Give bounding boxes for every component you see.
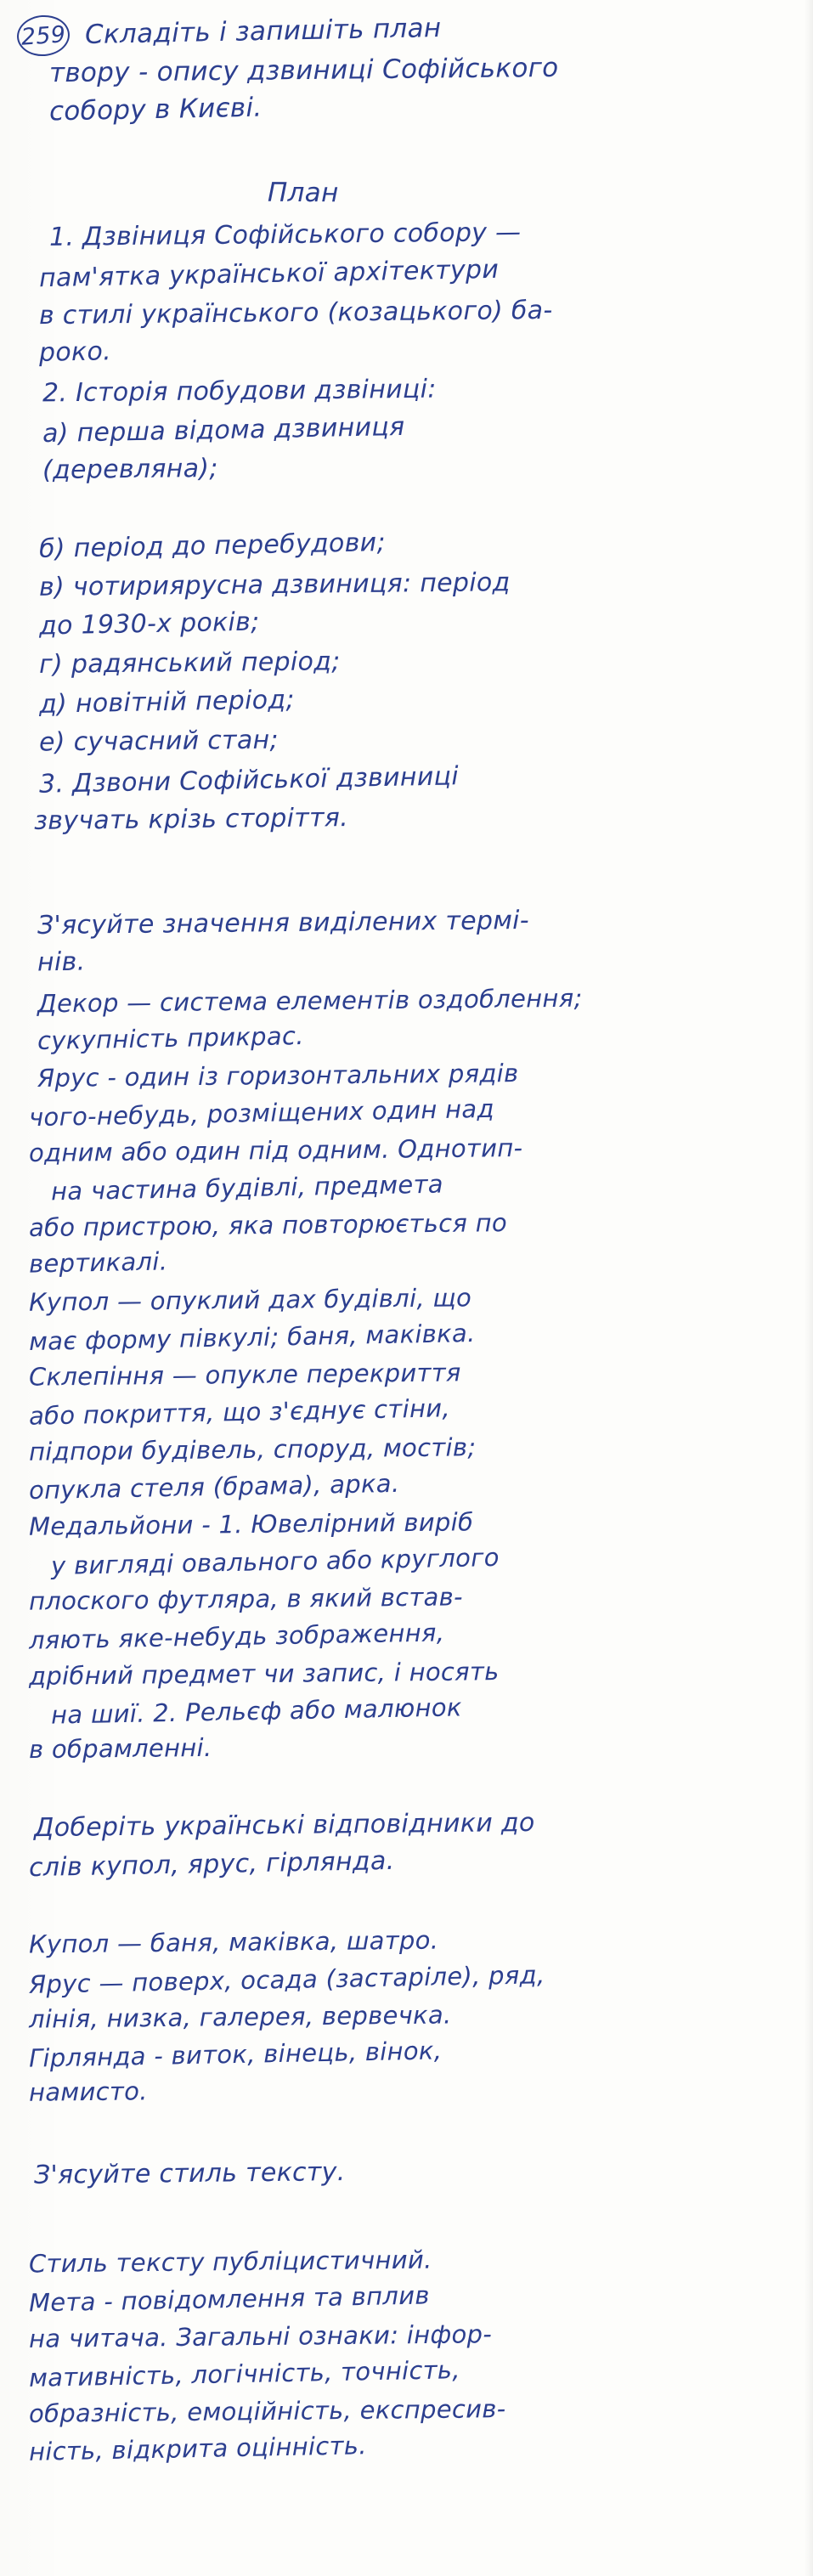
style-question-line: З'ясуйте стиль тексту. [33,2157,346,2190]
plan-line: до 1930-х років; [38,607,260,641]
terms-answer-line: Ярус - один із горизонтальних рядів [37,1059,519,1093]
terms-answer-line: Купол — опуклий дах будівлі, що [28,1283,472,1317]
terms-answer-line: вертикалі. [28,1246,168,1279]
terms-answer-line: в обрамленні. [28,1732,212,1765]
style-answer-line: Мета - повідомлення та вплив [28,2280,431,2318]
plan-line: е) сучасний стан; [38,725,279,758]
terms-answer-line: має форму півкулі; баня, маківка. [28,1318,476,1357]
plan-line: 1. Дзвіниця Софійського собору — [48,217,522,252]
terms-answer-line: або пристрою, яка повторюється по [28,1208,508,1242]
style-answer-line: Стиль тексту публіцистичний. [28,2245,432,2279]
synonyms-answer-line: Купол — баня, маківка, шатро. [28,1925,439,1959]
terms-answer-line: одним або один під одним. Однотип- [28,1133,523,1168]
plan-line: (деревляна); [42,453,218,486]
terms-answer-line: сукупність прикрас. [37,1020,304,1056]
plan-heading: План [267,177,339,209]
terms-question-line: З'ясуйте значення виділених термі- [37,905,530,941]
terms-answer-line: плоского футляра, в який встав- [28,1582,463,1616]
terms-answer-line: дрібний предмет чи запис, і носять [28,1657,500,1691]
task-prompt-line: Складіть і запишіть план [84,12,442,51]
terms-answer-line: на шиї. 2. Рельєф або малюнок [50,1692,463,1730]
task-prompt-line: собору в Києві. [48,92,263,127]
task-number-badge: 259 [15,14,71,58]
terms-answer-line: Склепіння — опукле перекриття [28,1358,461,1392]
plan-line: пам'ятка української архітектури [38,254,500,294]
terms-answer-line: на частина будівлі, предмета [50,1169,444,1206]
plan-line: г) радянський період; [38,647,341,680]
synonyms-answer-line: лінія, низка, галерея, вервечка. [28,2000,452,2034]
synonyms-answer-line: Ярус — поверх, осада (застаріле), ряд, [28,1960,545,1999]
synonyms-answer-line: Гірлянда - виток, вінець, вінок, [28,2036,443,2073]
style-answer-line: образність, емоційність, експресив- [28,2394,506,2428]
terms-answer-line: чого-небудь, розміщених один над [28,1093,495,1133]
plan-line: в) чотириярусна дзвиниця: період [38,568,511,602]
style-answer-line: мативність, логічність, точність, [28,2355,461,2392]
terms-answer-line: підпори будівель, споруд, мостів; [28,1432,477,1466]
plan-line: д) новітній період; [38,685,296,720]
plan-line: 2. Історія побудови дзвіниці: [42,374,437,409]
plan-line: звучать крізь сторіття. [33,803,349,836]
terms-question-line: нів. [37,946,86,978]
terms-answer-line: Декор — система елементів оздоблення; [37,983,583,1019]
task-prompt-line: твору - опису дзвиниці Софійського [48,52,559,89]
page-edge-shadow [805,0,813,2576]
terms-answer-line: ляють яке-небудь зображення, [28,1618,445,1655]
terms-answer-line: або покриття, що з'єднує стіни, [28,1393,451,1431]
synonyms-answer-line: намисто. [28,2076,148,2107]
synonyms-question-line: Доберіть українські відповідники до [33,1807,535,1844]
plan-line: б) період до перебудови; [38,528,387,564]
style-answer-line: на читача. Загальні ознаки: інфор- [28,2319,493,2353]
terms-answer-line: опукла стеля (брама), арка. [28,1468,400,1505]
plan-line: а) перша відома дзвиниця [42,411,405,449]
terms-answer-line: Медальйони - 1. Ювелірний виріб [28,1507,474,1541]
plan-line: 3. Дзвони Софійської дзвиниці [38,761,460,799]
style-answer-line: ність, відкрита оцінність. [28,2431,367,2466]
terms-answer-line: у вигляді овального або круглого [50,1542,500,1581]
synonyms-question-line: слів купол, ярус, гірлянда. [28,1845,395,1884]
plan-line: в стилі українського (козацького) ба- [38,295,553,331]
plan-line: роко. [38,336,112,368]
